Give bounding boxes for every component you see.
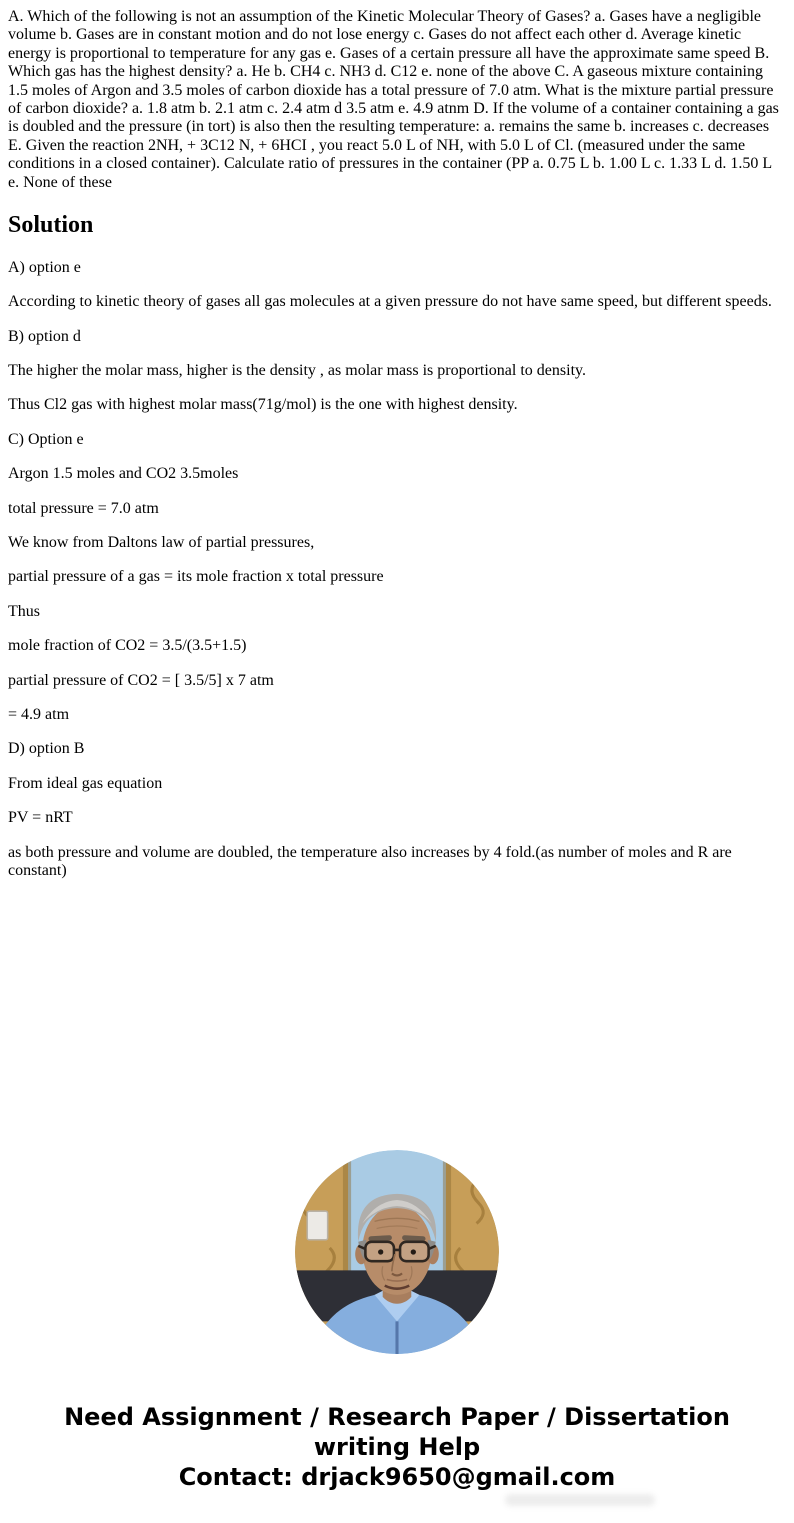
- solution-paragraph: From ideal gas equation: [8, 774, 163, 792]
- solution-paragraph: PV = nRT: [8, 809, 73, 827]
- solution-paragraph: total pressure = 7.0 atm: [8, 499, 159, 517]
- solution-paragraph: = 4.9 atm: [8, 705, 70, 723]
- solution-paragraph: C) Option e: [8, 430, 84, 448]
- solution-paragraph: Thus Cl2 gas with highest molar mass(71g/mol) is the one with highest density.: [8, 396, 518, 414]
- solution-paragraph: mole fraction of CO2 = 3.5/(3.5+1.5): [8, 637, 247, 655]
- solution-paragraph: Argon 1.5 moles and CO2 3.5moles: [8, 465, 239, 483]
- footer-contact-email: Contact: drjack9650@gmail.com: [178, 1463, 616, 1492]
- tutor-portrait-illustration: [295, 1150, 499, 1354]
- footer-banner: [27, 1402, 767, 1492]
- solution-paragraph: partial pressure of CO2 = [ 3.5/5] x 7 atm: [8, 671, 274, 689]
- question-text: A. Which of the following is not an assumption of the Kinetic Molecular Theory of Gases? a. Gases have a negligible volume b. Gases are in constant motion and do not lose energy c. Gases do not affect each other d. Average kinetic energy is proportional to temperature for any gas e. Gases of a certain pressure all have the approximate same speed B. Which gas has the highest density? a. He b. CH4 c. NH3 d. C12 e. none of the above C. A gaseous mixture containing 1.5 moles of Argon and 3.5 moles of carbon dioxide has a total pressure of 7.0 atm. What is the mixture partial pressure of carbon dioxide? a. 1.8 atm b. 2.1 atm c. 2.4 atm d 3.5 atm e. 4.9 atnm D. If the volume of a container containing a gas is doubled and the pressure (in tort) is also then the resulting temperature: a. remains the same b. increases c. decreases E. Given the reaction 2NH, + 3C12 N, + 6HCI , you react 5.0 L of NH, with 5.0 L of Cl. (measured under the same conditions in a closed container). Calculate ratio of pressures in the container (PP a. 0.75 L b. 1.00 L c. 1.33 L d. 1.50 L e. None of these: [8, 8, 779, 191]
- solution-paragraph: as both pressure and volume are doubled, the temperature also increases by 4 fold.(as number of moles and R are constant): [8, 843, 732, 879]
- solution-paragraph: According to kinetic theory of gases all gas molecules at a given pressure do not have same speed, but different speeds.: [8, 293, 772, 311]
- solution-paragraph: D) option B: [8, 740, 85, 758]
- solution-heading: Solution: [8, 211, 94, 238]
- solution-paragraph: We know from Daltons law of partial pressures,: [8, 534, 315, 552]
- footer-help-text: Need Assignment / Research Paper / Dissertation writing Help: [64, 1403, 730, 1462]
- solution-paragraph: B) option d: [8, 327, 81, 345]
- tutor-portrait-photo: [295, 1150, 499, 1354]
- solution-paragraph: The higher the molar mass, higher is the density , as molar mass is proportional to density.: [8, 362, 586, 380]
- solution-paragraph: partial pressure of a gas = its mole fraction x total pressure: [8, 568, 384, 586]
- solution-paragraph: Thus: [8, 602, 40, 620]
- faint-watermark: [505, 1494, 655, 1506]
- solution-paragraph: A) option e: [8, 258, 81, 276]
